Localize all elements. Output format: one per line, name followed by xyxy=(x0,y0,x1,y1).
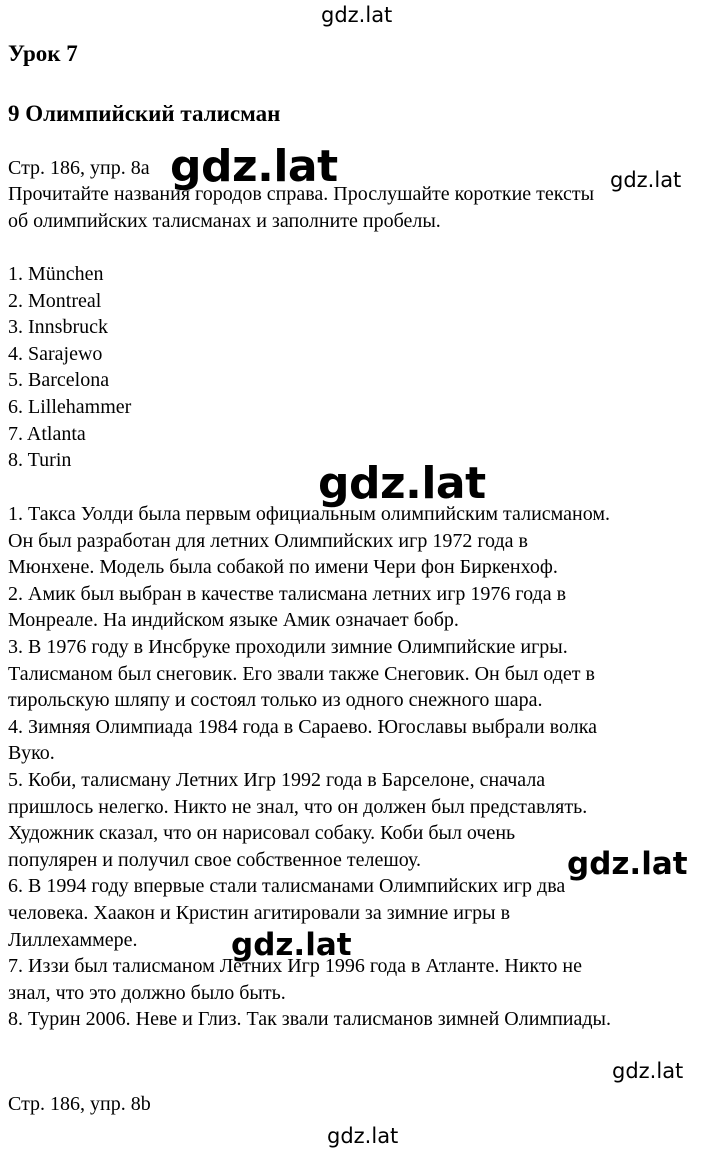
answer-line: Художник сказал, что он нарисовал собаку. Коби был очень xyxy=(8,822,516,845)
exercise-a-ref: Стр. 186, упр. 8a xyxy=(8,157,150,179)
answer-line: 8. Турин 2006. Неве и Глиз. Так звали талисманов зимней Олимпиады. xyxy=(8,1008,611,1031)
task-line: Прочитайте названия городов справа. Прослушайте короткие тексты xyxy=(8,183,595,205)
watermark-large: gdz.lat xyxy=(170,141,338,192)
exercise-b-ref: Стр. 186, упр. 8b xyxy=(8,1093,151,1115)
watermark-top: gdz.lat xyxy=(321,3,393,27)
answer-line: 7. Иззи был талисманом Летних Игр 1996 года в Атланте. Никто не xyxy=(8,955,583,978)
answer-line: 2. Амик был выбран в качестве талисмана летних игр 1976 года в xyxy=(8,582,567,605)
city-item: 2. Montreal xyxy=(8,289,102,312)
answer-line: Мюнхене. Модель была собакой по имени Чери фон Биркенхоф. xyxy=(8,556,558,579)
answer-line: 5. Коби, талисману Летних Игр 1992 года в Барселоне, сначала xyxy=(8,768,546,791)
watermark-medium: gdz.lat xyxy=(567,846,688,882)
city-item: 5. Barcelona xyxy=(8,369,110,392)
watermark-small: gdz.lat xyxy=(612,1059,684,1083)
answer-line: Вуко. xyxy=(8,742,55,765)
answer-line: 6. В 1994 году впервые стали талисманами Олимпийских игр два xyxy=(8,875,566,898)
watermark-bottom: gdz.lat xyxy=(327,1124,399,1148)
city-item: 4. Sarajewo xyxy=(8,342,103,365)
section-title: 9 Олимпийский талисман xyxy=(8,101,281,126)
watermark-medium: gdz.lat xyxy=(231,927,352,963)
answer-line: Монреале. На индийском языке Амик означает бобр. xyxy=(8,609,459,632)
task-line: об олимпийских талисманах и заполните пробелы. xyxy=(8,209,441,232)
answer-line: Талисманом был снеговик. Его звали также Снеговик. Он был одет в xyxy=(8,662,595,685)
city-item: 1. München xyxy=(8,263,104,285)
watermark-small: gdz.lat xyxy=(610,168,682,192)
answer-line: 4. Зимняя Олимпиада 1984 года в Сараево. Югославы выбрали волка xyxy=(8,715,597,738)
answer-line: пришлось нелегко. Никто не знал, что он должен был представлять. xyxy=(8,795,588,818)
answer-line: 1. Такса Уолди была первым официальным олимпийским талисманом. xyxy=(8,503,611,525)
answer-line: 3. В 1976 году в Инсбруке проходили зимние Олимпийские игры. xyxy=(8,635,568,658)
city-item: 7. Atlanta xyxy=(8,422,86,445)
answer-line: Лиллехаммере. xyxy=(8,928,138,951)
watermark-large: gdz.lat xyxy=(318,458,486,509)
city-item: 8. Turin xyxy=(8,449,72,472)
answer-line: Он был разработан для летних Олимпийских игр 1972 года в xyxy=(8,529,528,552)
answer-line: популярен и получил свое собственное телешоу. xyxy=(8,848,421,871)
city-list xyxy=(8,261,131,474)
answer-line: человека. Хаакон и Кристин агитировали за зимние игры в xyxy=(8,901,511,924)
city-item: 6. Lillehammer xyxy=(8,395,132,418)
answer-line: тирольскую шляпу и состоял только из одного снежного шара. xyxy=(8,689,543,712)
answer-line: знал, что это должно было быть. xyxy=(8,981,286,1004)
lesson-title: Урок 7 xyxy=(8,41,78,66)
city-item: 3. Innsbruck xyxy=(8,316,108,339)
